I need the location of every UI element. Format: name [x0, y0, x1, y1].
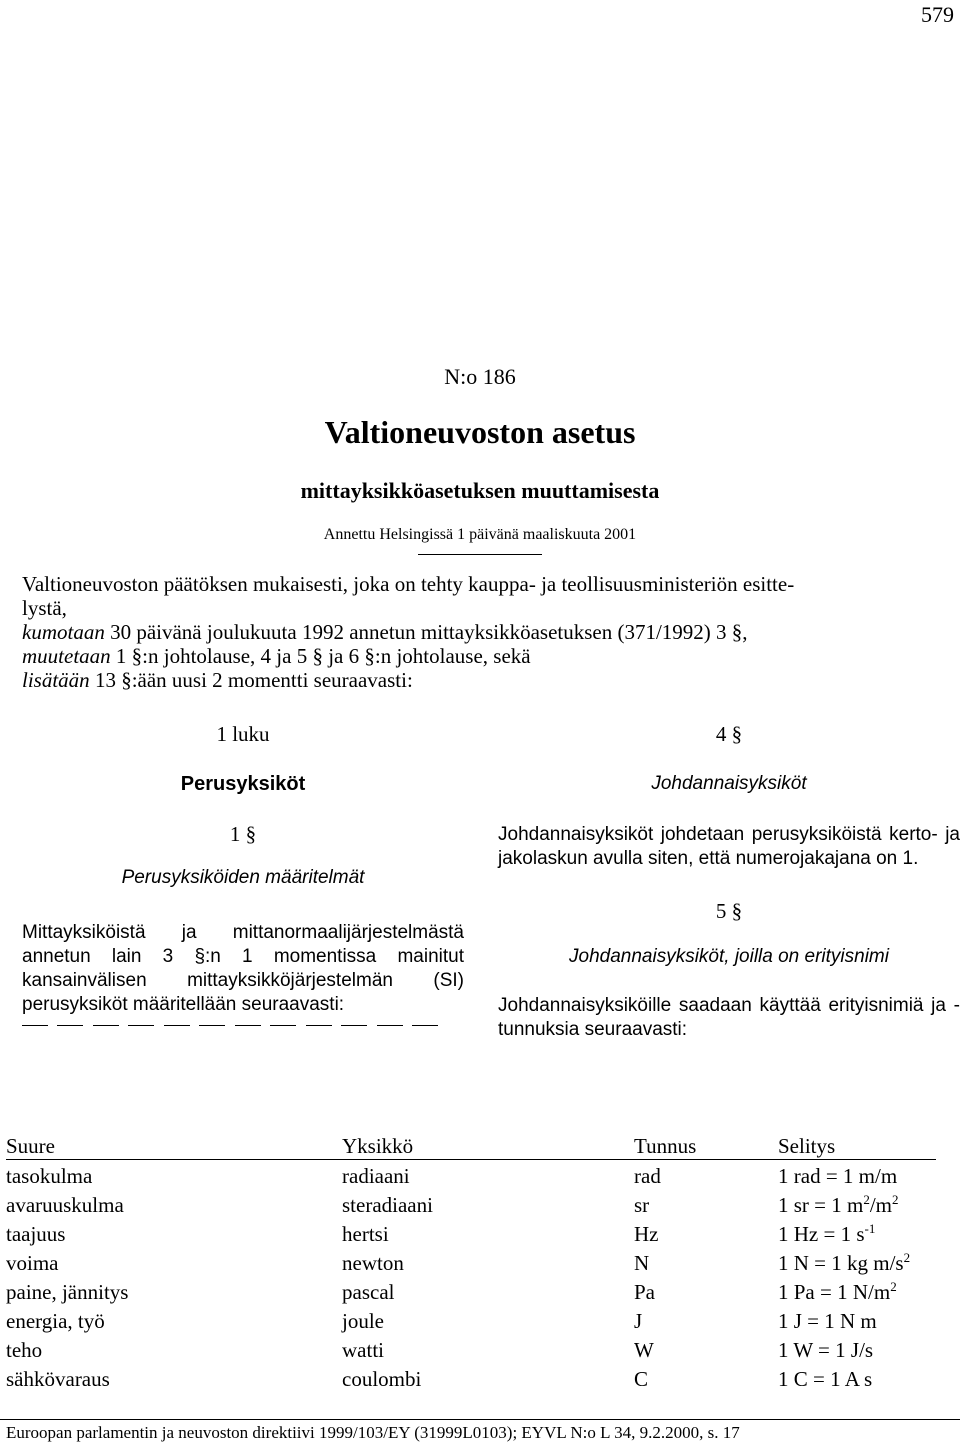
- right-column: [498, 722, 960, 1042]
- repeal-text: 30 päivänä joulukuuta 1992 annetun mittayksikköasetuksen (371/1992) 3 §,: [104, 620, 748, 644]
- table-row: [6, 1247, 936, 1276]
- superscript: 2: [892, 1192, 899, 1207]
- selitys-text: 1 Pa = 1 N/m: [778, 1280, 891, 1304]
- selitys-text: 1 N = 1 kg m/s: [778, 1251, 904, 1275]
- preamble-line-2: lystä,: [22, 596, 67, 620]
- cell-selitys: 1 J = 1 N m: [778, 1309, 877, 1333]
- cell-yksikko: joule: [342, 1309, 384, 1333]
- keyword-add: lisätään: [22, 668, 90, 692]
- footnote: Euroopan parlamentin ja neuvoston direktiivi 1999/103/EY (31999L0103); EYVL N:o L 34, 9.2.2000, s. 17: [6, 1423, 740, 1442]
- cell-yksikko: steradiaani: [342, 1193, 433, 1217]
- cell-suure: avaruuskulma: [6, 1193, 124, 1217]
- amend-text: 1 §:n johtolause, 4 ja 5 § ja 6 §:n johtolause, sekä: [110, 644, 531, 668]
- preamble-line-1: Valtioneuvoston päätöksen mukaisesti, joka on tehty kauppa- ja teollisuusministeriön esitte-: [22, 572, 795, 596]
- cell-tunnus: W: [634, 1338, 654, 1362]
- table-row: [6, 1363, 936, 1392]
- units-table: [6, 1130, 936, 1392]
- selitys-text: 1 Hz = 1 s: [778, 1222, 865, 1246]
- given-date: Annettu Helsingissä 1 päivänä maaliskuuta 2001: [323, 526, 637, 543]
- section-5-title: Johdannaisyksiköt, joilla on erityisnimi: [569, 946, 889, 967]
- section-4-body: Johdannaisyksiköt johdetaan perusyksiköistä kerto- ja jakolaskun avulla siten, että numerojakajana on 1.: [498, 824, 960, 869]
- table-row: [6, 1218, 936, 1247]
- superscript: 2: [903, 1250, 911, 1265]
- cell-selitys: 1 C = 1 A s: [778, 1367, 873, 1391]
- cell-suure: taajuus: [6, 1222, 66, 1246]
- cell-tunnus: J: [634, 1309, 643, 1333]
- cell-suure: teho: [6, 1338, 43, 1362]
- cell-selitys: [778, 1276, 936, 1305]
- cell-tunnus: sr: [634, 1193, 650, 1217]
- table-row: [6, 1334, 936, 1363]
- cell-selitys: [778, 1189, 936, 1218]
- header-tunnus: Tunnus: [634, 1130, 778, 1160]
- preamble-amend: [22, 644, 942, 668]
- preamble: [22, 572, 942, 692]
- cell-selitys: 1 W = 1 J/s: [778, 1338, 874, 1362]
- footnote-divider: [0, 1419, 960, 1420]
- page-number: 579: [921, 2, 954, 27]
- left-column: [22, 722, 464, 1026]
- header-selitys: Selitys: [778, 1130, 936, 1160]
- cell-suure: energia, työ: [6, 1309, 105, 1333]
- preamble-repeal: [22, 620, 942, 644]
- cell-yksikko: pascal: [342, 1280, 395, 1304]
- preamble-add: [22, 668, 942, 692]
- chapter-title: Perusyksiköt: [180, 773, 306, 795]
- header-suure: Suure: [6, 1130, 342, 1160]
- table-row: [6, 1189, 936, 1218]
- table-row: [6, 1305, 936, 1334]
- cell-tunnus: Hz: [634, 1222, 659, 1246]
- table-header-row: [6, 1130, 936, 1160]
- cell-selitys: [778, 1218, 936, 1247]
- cell-suure: voima: [6, 1251, 59, 1275]
- cell-yksikko: coulombi: [342, 1367, 422, 1391]
- section-5-body: Johdannaisyksiköille saadaan käyttää erityisnimiä ja -tunnuksia seuraavasti:: [498, 995, 960, 1040]
- cell-yksikko: hertsi: [342, 1222, 389, 1246]
- document-title: Valtioneuvoston asetus: [324, 414, 636, 450]
- table-row: [6, 1160, 936, 1190]
- title-divider: [418, 554, 542, 555]
- add-text: 13 §:ään uusi 2 momentti seuraavasti:: [89, 668, 413, 692]
- cell-tunnus: C: [634, 1367, 649, 1391]
- cell-tunnus: Pa: [634, 1280, 655, 1304]
- cell-selitys: [778, 1247, 936, 1276]
- section-4-title: Johdannaisyksiköt: [651, 773, 807, 794]
- dash-divider: [22, 1025, 438, 1026]
- cell-selitys: 1 rad = 1 m/m: [778, 1164, 898, 1188]
- cell-yksikko: newton: [342, 1251, 404, 1275]
- cell-tunnus: N: [634, 1251, 650, 1275]
- table-row: [6, 1276, 936, 1305]
- superscript: 2: [863, 1192, 870, 1207]
- section-1-title: Perusyksiköiden määritelmät: [121, 867, 365, 888]
- cell-tunnus: rad: [634, 1164, 661, 1188]
- superscript: 2: [890, 1279, 897, 1294]
- section-4-heading: 4 §: [715, 722, 743, 746]
- cell-yksikko: watti: [342, 1338, 384, 1362]
- section-5-heading: 5 §: [715, 899, 743, 923]
- header-yksikko: Yksikkö: [342, 1130, 634, 1160]
- cell-suure: paine, jännitys: [6, 1280, 129, 1304]
- cell-suure: sähkövaraus: [6, 1367, 110, 1391]
- superscript: -1: [864, 1221, 876, 1236]
- section-1-body: Mittayksiköistä ja mittanormaalijärjestelmästä annetun lain 3 §:n 1 momentissa mainitut kansainvälisen mittayksikköjärjestelmän (SI) perusyksiköt määritellään seuraavasti:: [22, 922, 464, 1015]
- cell-suure: tasokulma: [6, 1164, 93, 1188]
- keyword-amend: muutetaan: [22, 644, 111, 668]
- selitys-text: 1 sr = 1 m: [778, 1193, 864, 1217]
- keyword-repeal: kumotaan: [22, 620, 105, 644]
- statute-number: N:o 186: [444, 364, 516, 389]
- document-subtitle: mittayksikköasetuksen muuttamisesta: [300, 478, 660, 503]
- section-1-heading: 1 §: [229, 822, 257, 846]
- cell-yksikko: radiaani: [342, 1164, 410, 1188]
- chapter-heading: 1 luku: [216, 722, 270, 746]
- selitys-text: /m: [869, 1193, 893, 1217]
